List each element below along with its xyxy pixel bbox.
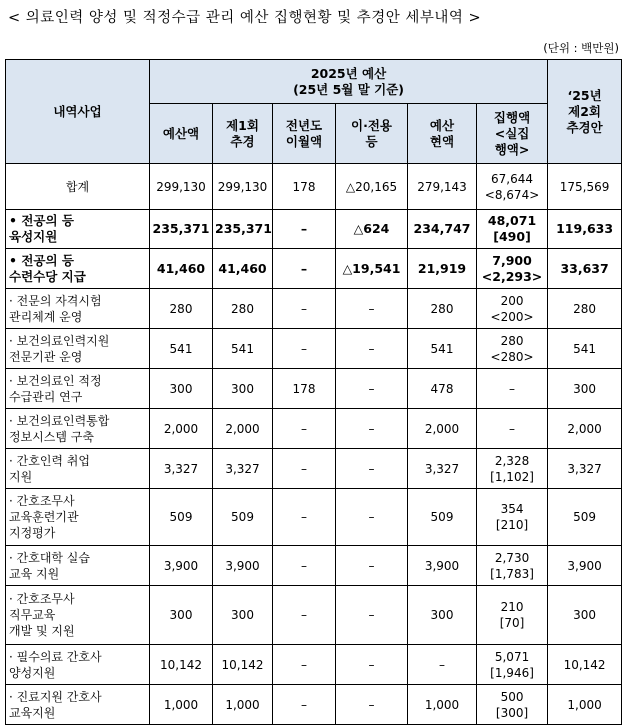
cell-transfer: – [336,449,408,489]
cell-transfer: △20,165 [336,164,408,210]
header-budget-group-line2: (25년 5월 말 기준) [293,81,405,97]
header-second-supp-l3: 추경안 [566,119,603,135]
header-second-supp-l1: ‘25년 [567,87,602,103]
cell-transfer: – [336,645,408,685]
header-item: 내역사업 [6,60,150,164]
cell-budget: 509 [150,489,213,546]
exec-line: <8,674> [484,187,540,202]
exec-line: [490] [493,229,531,244]
cell-exec [477,329,548,369]
item-name-line: 교육지원 [9,705,56,720]
item-name-line: 교육 지원 [9,566,60,581]
cell-current: 234,747 [408,210,477,249]
exec-line: 200 [500,293,524,308]
exec-line: [300] [495,705,529,720]
exec-line: 2,328 [494,453,530,468]
cell-transfer: – [336,289,408,329]
cell-carryover: – [273,289,336,329]
item-name-line: · 간호대학 실습 [9,550,90,565]
cell-exec [477,210,548,249]
cell-item-name [6,586,150,645]
header-carryover-l1: 전년도 [285,117,323,133]
budget-table [5,59,622,725]
table-row [6,210,622,249]
cell-first-supp: 509 [213,489,273,546]
cell-carryover: – [273,449,336,489]
cell-first-supp: 299,130 [213,164,273,210]
table-row [6,409,622,449]
cell-first-supp: 300 [213,369,273,409]
cell-carryover: 178 [273,164,336,210]
cell-exec [477,586,548,645]
table-row [6,489,622,546]
item-name-line: · 간호조무사 [9,592,75,606]
cell-transfer: – [336,586,408,645]
item-name-line: 수급관리 연구 [9,389,83,404]
exec-line: 500 [500,689,524,704]
header-exec-l2: <실집 [494,125,530,141]
cell-budget: 3,900 [150,546,213,586]
header-first-supp-l2: 추경 [230,133,255,149]
exec-line: [70] [499,616,525,630]
item-name-line: · 보건의료인력통합 [9,413,110,428]
cell-second-supp: 3,900 [548,546,622,586]
cell-current: 1,000 [408,685,477,725]
cell-carryover: – [273,329,336,369]
cell-second-supp: 1,000 [548,685,622,725]
header-budget-group [150,60,548,104]
cell-budget: 280 [150,289,213,329]
header-transfer-l2: 등 [365,133,378,149]
header-exec-l3: 행액> [494,141,530,157]
cell-transfer: – [336,685,408,725]
cell-second-supp: 509 [548,489,622,546]
cell-item-name [6,546,150,586]
table-row [6,586,622,645]
cell-carryover: – [273,685,336,725]
cell-exec [477,489,548,546]
exec-line: 5,071 [494,649,530,664]
cell-budget: 41,460 [150,249,213,289]
cell-transfer: – [336,546,408,586]
unit-note: (단위 : 백만원) [543,41,619,55]
cell-first-supp: 235,371 [213,210,273,249]
table-row [6,369,622,409]
item-name-line: 개발 및 지원 [9,624,75,638]
item-name-line: 정보시스템 구축 [9,429,94,444]
exec-line: 280 [500,333,524,348]
cell-transfer: – [336,329,408,369]
cell-second-supp: 280 [548,289,622,329]
item-name-line: · 보건의료인력지원 [9,333,110,348]
header-second-supp-l2: 제2회 [568,103,601,119]
item-name-line: 전문기관 운영 [9,349,83,364]
header-second-supp [548,60,622,164]
cell-carryover: – [273,546,336,586]
item-name-line: · 필수의료 간호사 [9,649,102,664]
cell-second-supp: 119,633 [548,210,622,249]
table-row [6,449,622,489]
cell-item-name [6,489,150,546]
table-row [6,546,622,586]
cell-budget: 300 [150,369,213,409]
item-name-line: · 간호인력 취업 [9,453,90,468]
header-current-l2: 현액 [429,133,455,149]
cell-item-name [6,369,150,409]
exec-line: [1,102] [490,469,534,484]
cell-current: 541 [408,329,477,369]
cell-current: 3,327 [408,449,477,489]
item-name-line: 합계 [65,179,90,194]
cell-transfer: – [336,369,408,409]
exec-line: <2,293> [481,268,543,284]
header-carryover-l2: 이월액 [285,133,323,149]
table-row [6,289,622,329]
header-transfer-l1: 이·전용 [351,117,392,133]
exec-line: 210 [500,600,524,614]
cell-item-name [6,329,150,369]
cell-first-supp: 541 [213,329,273,369]
exec-line: <280> [490,349,534,364]
item-name-line: 양성지원 [9,665,56,680]
header-budget-group-line1: 2025년 예산 [310,65,387,81]
exec-line: <200> [490,309,534,324]
cell-current: 3,900 [408,546,477,586]
cell-first-supp: 300 [213,586,273,645]
cell-second-supp: 541 [548,329,622,369]
cell-exec [477,409,548,449]
cell-second-supp: 33,637 [548,249,622,289]
cell-exec [477,449,548,489]
table-row [6,249,622,289]
header-current [408,104,477,164]
item-name-line: · 전문의 자격시험 [9,293,102,308]
cell-item-name [6,449,150,489]
exec-line: 48,071 [487,213,537,228]
cell-first-supp: 2,000 [213,409,273,449]
cell-second-supp: 10,142 [548,645,622,685]
cell-budget: 3,327 [150,449,213,489]
cell-transfer: △624 [336,210,408,249]
item-name-line: · 진료지원 간호사 [9,689,102,704]
cell-exec [477,546,548,586]
cell-transfer: – [336,409,408,449]
item-name-line: • 전공의 등 [9,252,74,268]
header-transfer [336,104,408,164]
header-first-supp-l1: 제1회 [226,117,259,133]
cell-second-supp: 175,569 [548,164,622,210]
cell-carryover: – [273,586,336,645]
cell-carryover: 178 [273,369,336,409]
exec-line: – [509,381,516,396]
table-row [6,645,622,685]
cell-current: – [408,645,477,685]
cell-budget: 2,000 [150,409,213,449]
header-first-supp [213,104,273,164]
cell-exec [477,645,548,685]
item-name-line: • 전공의 등 [9,213,74,228]
cell-exec [477,164,548,210]
cell-exec [477,685,548,725]
page-title: < 의료인력 양성 및 적정수급 관리 예산 집행현황 및 추경안 세부내역 > [8,10,482,26]
cell-current: 280 [408,289,477,329]
cell-first-supp: 41,460 [213,249,273,289]
table-row [6,685,622,725]
item-name-line: · 간호조무사 [9,494,75,508]
cell-exec [477,249,548,289]
cell-second-supp: 3,327 [548,449,622,489]
cell-budget: 10,142 [150,645,213,685]
item-name-line: 직무교육 [9,608,56,622]
cell-carryover: – [273,249,336,289]
cell-current: 300 [408,586,477,645]
exec-line: [1,783] [490,566,534,581]
cell-transfer: – [336,489,408,546]
item-name-line: 관리체계 운영 [9,309,83,324]
item-name-line: 지정평가 [9,526,56,540]
cell-budget: 1,000 [150,685,213,725]
cell-item-name [6,289,150,329]
item-name-line: 교육훈련기관 [9,510,79,524]
exec-line: 7,900 [492,252,532,268]
cell-budget: 300 [150,586,213,645]
cell-current: 478 [408,369,477,409]
cell-current: 21,919 [408,249,477,289]
cell-item-name [6,249,150,289]
cell-second-supp: 2,000 [548,409,622,449]
cell-carryover: – [273,409,336,449]
header-exec-l1: 집행액 [493,109,531,125]
header-budget: 예산액 [150,104,213,164]
cell-carryover: – [273,645,336,685]
item-name-line: 수련수당 지급 [9,268,86,284]
exec-line: 2,730 [494,550,530,565]
table-body [6,164,622,725]
table-row [6,329,622,369]
exec-line: 67,644 [491,171,534,186]
cell-budget: 541 [150,329,213,369]
item-name-line: 육성지원 [9,229,58,244]
table-row [6,164,622,210]
cell-item-name [6,685,150,725]
cell-transfer: △19,541 [336,249,408,289]
cell-first-supp: 1,000 [213,685,273,725]
item-name-line: 지원 [9,469,33,484]
cell-current: 279,143 [408,164,477,210]
exec-line: 354 [500,502,524,516]
cell-item-name [6,645,150,685]
exec-line: [210] [495,518,529,532]
exec-line: – [509,421,516,436]
cell-current: 2,000 [408,409,477,449]
cell-carryover: – [273,210,336,249]
cell-item-name [6,210,150,249]
exec-line: [1,946] [490,665,534,680]
item-name-line: · 보건의료인 적정 [9,373,102,388]
cell-current: 509 [408,489,477,546]
cell-exec [477,289,548,329]
header-current-l1: 예산 [429,117,455,133]
cell-carryover: – [273,489,336,546]
cell-item-name [6,164,150,210]
cell-exec [477,369,548,409]
cell-first-supp: 280 [213,289,273,329]
cell-first-supp: 10,142 [213,645,273,685]
cell-first-supp: 3,900 [213,546,273,586]
cell-budget: 299,130 [150,164,213,210]
cell-second-supp: 300 [548,586,622,645]
cell-second-supp: 300 [548,369,622,409]
cell-budget: 235,371 [150,210,213,249]
cell-first-supp: 3,327 [213,449,273,489]
header-exec [477,104,548,164]
cell-item-name [6,409,150,449]
header-carryover [273,104,336,164]
